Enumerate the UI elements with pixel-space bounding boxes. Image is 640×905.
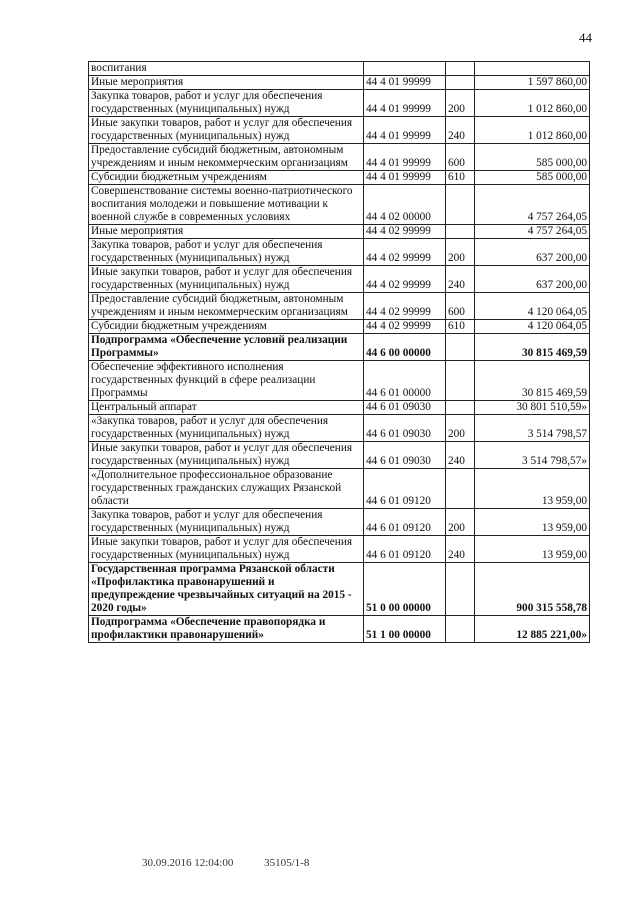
row-name: Иные закупки товаров, работ и услуг для обеспечения государственных (муниципальных) нужд xyxy=(89,117,364,144)
row-amount: 3 514 798,57» xyxy=(475,442,590,469)
table-row xyxy=(89,563,590,616)
row-amount: 12 885 221,00» xyxy=(475,616,590,643)
row-code: 44 4 01 99999 xyxy=(364,117,446,144)
row-name: Иные мероприятия xyxy=(89,225,364,239)
table-row xyxy=(89,225,590,239)
row-code: 44 6 01 09030 xyxy=(364,415,446,442)
footer xyxy=(142,857,337,869)
row-amount: 4 757 264,05 xyxy=(475,185,590,225)
table-row xyxy=(89,616,590,643)
row-name: воспитания xyxy=(89,62,364,76)
row-name: Иные закупки товаров, работ и услуг для обеспечения государственных (муниципальных) нужд xyxy=(89,536,364,563)
table-row xyxy=(89,293,590,320)
table-row xyxy=(89,117,590,144)
row-vr: 200 xyxy=(446,415,475,442)
row-vr: 610 xyxy=(446,171,475,185)
row-code: 44 4 02 99999 xyxy=(364,225,446,239)
row-name: Центральный аппарат xyxy=(89,401,364,415)
table-row xyxy=(89,266,590,293)
row-amount: 13 959,00 xyxy=(475,536,590,563)
row-vr: 200 xyxy=(446,239,475,266)
table-row xyxy=(89,509,590,536)
table-row xyxy=(89,171,590,185)
table-row xyxy=(89,320,590,334)
row-code: 44 4 01 99999 xyxy=(364,144,446,171)
row-vr: 200 xyxy=(446,509,475,536)
row-code: 44 6 01 09030 xyxy=(364,401,446,415)
row-vr xyxy=(446,401,475,415)
row-name: «Дополнительное профессиональное образование государственных гражданских служащих Рязанской области xyxy=(89,469,364,509)
row-code: 44 4 02 00000 xyxy=(364,185,446,225)
row-amount: 13 959,00 xyxy=(475,509,590,536)
row-vr xyxy=(446,616,475,643)
row-amount: 30 815 469,59 xyxy=(475,334,590,361)
row-code xyxy=(364,62,446,76)
table-row xyxy=(89,185,590,225)
table-row xyxy=(89,361,590,401)
row-name: «Закупка товаров, работ и услуг для обеспечения государственных (муниципальных) нужд xyxy=(89,415,364,442)
row-amount: 1 597 860,00 xyxy=(475,76,590,90)
row-name: Закупка товаров, работ и услуг для обеспечения государственных (муниципальных) нужд xyxy=(89,239,364,266)
row-vr: 240 xyxy=(446,117,475,144)
row-amount: 1 012 860,00 xyxy=(475,117,590,144)
row-name: Иные закупки товаров, работ и услуг для обеспечения государственных (муниципальных) нужд xyxy=(89,442,364,469)
row-vr: 600 xyxy=(446,144,475,171)
row-name: Иные мероприятия xyxy=(89,76,364,90)
row-vr xyxy=(446,334,475,361)
table-row xyxy=(89,76,590,90)
row-code: 44 4 02 99999 xyxy=(364,293,446,320)
row-code: 44 6 01 09120 xyxy=(364,509,446,536)
table-row xyxy=(89,334,590,361)
row-amount: 637 200,00 xyxy=(475,239,590,266)
table-row xyxy=(89,239,590,266)
row-code: 44 4 02 99999 xyxy=(364,320,446,334)
row-amount xyxy=(475,62,590,76)
table-row xyxy=(89,62,590,76)
row-amount: 585 000,00 xyxy=(475,144,590,171)
row-amount: 30 815 469,59 xyxy=(475,361,590,401)
row-name: Иные закупки товаров, работ и услуг для обеспечения государственных (муниципальных) нужд xyxy=(89,266,364,293)
footer-timestamp: 30.09.2016 12:04:00 xyxy=(142,857,234,869)
row-vr xyxy=(446,563,475,616)
footer-doc-id: 35105/1-8 xyxy=(264,857,310,869)
row-code: 44 4 01 99999 xyxy=(364,90,446,117)
row-vr xyxy=(446,225,475,239)
table-row xyxy=(89,469,590,509)
row-amount: 4 120 064,05 xyxy=(475,320,590,334)
table-row xyxy=(89,415,590,442)
table-row xyxy=(89,536,590,563)
budget-table xyxy=(88,61,590,643)
row-amount: 637 200,00 xyxy=(475,266,590,293)
row-code: 44 4 02 99999 xyxy=(364,266,446,293)
row-vr xyxy=(446,62,475,76)
row-vr: 600 xyxy=(446,293,475,320)
row-code: 44 4 01 99999 xyxy=(364,76,446,90)
row-vr xyxy=(446,361,475,401)
row-vr: 200 xyxy=(446,90,475,117)
row-code: 44 4 02 99999 xyxy=(364,239,446,266)
row-amount: 13 959,00 xyxy=(475,469,590,509)
row-code: 44 6 01 00000 xyxy=(364,361,446,401)
row-name: Подпрограмма «Обеспечение правопорядка и профилактики правонарушений» xyxy=(89,616,364,643)
row-vr: 240 xyxy=(446,266,475,293)
row-code: 51 0 00 00000 xyxy=(364,563,446,616)
row-amount: 3 514 798,57 xyxy=(475,415,590,442)
row-amount: 585 000,00 xyxy=(475,171,590,185)
row-code: 51 1 00 00000 xyxy=(364,616,446,643)
row-code: 44 6 01 09120 xyxy=(364,536,446,563)
budget-table-body xyxy=(89,62,590,643)
row-vr: 610 xyxy=(446,320,475,334)
row-amount: 4 757 264,05 xyxy=(475,225,590,239)
row-name: Предоставление субсидий бюджетным, автономным учреждениям и иным некоммерческим организациям xyxy=(89,293,364,320)
row-name: Закупка товаров, работ и услуг для обеспечения государственных (муниципальных) нужд xyxy=(89,509,364,536)
row-vr: 240 xyxy=(446,442,475,469)
row-amount: 1 012 860,00 xyxy=(475,90,590,117)
row-name: Предоставление субсидий бюджетным, автономным учреждениям и иным некоммерческим организациям xyxy=(89,144,364,171)
table-row xyxy=(89,442,590,469)
row-name: Субсидии бюджетным учреждениям xyxy=(89,320,364,334)
row-vr xyxy=(446,469,475,509)
row-amount: 4 120 064,05 xyxy=(475,293,590,320)
row-code: 44 6 01 09120 xyxy=(364,469,446,509)
row-vr xyxy=(446,185,475,225)
row-amount: 30 801 510,59» xyxy=(475,401,590,415)
row-name: Субсидии бюджетным учреждениям xyxy=(89,171,364,185)
row-name: Закупка товаров, работ и услуг для обеспечения государственных (муниципальных) нужд xyxy=(89,90,364,117)
table-row xyxy=(89,144,590,171)
row-code: 44 6 01 09030 xyxy=(364,442,446,469)
row-name: Совершенствование системы военно-патриотического воспитания молодежи и повышение мотивации к военной службе в современных условиях xyxy=(89,185,364,225)
row-vr: 240 xyxy=(446,536,475,563)
row-name: Обеспечение эффективного исполнения государственных функций в сфере реализации Программы xyxy=(89,361,364,401)
table-row xyxy=(89,401,590,415)
row-code: 44 6 00 00000 xyxy=(364,334,446,361)
row-name: Подпрограмма «Обеспечение условий реализации Программы» xyxy=(89,334,364,361)
page-number: 44 xyxy=(579,30,592,45)
row-code: 44 4 01 99999 xyxy=(364,171,446,185)
row-amount: 900 315 558,78 xyxy=(475,563,590,616)
row-name: Государственная программа Рязанской области «Профилактика правонарушений и предупреждение чрезвычайных ситуаций на 2015 - 2020 годы» xyxy=(89,563,364,616)
row-vr xyxy=(446,76,475,90)
table-row xyxy=(89,90,590,117)
